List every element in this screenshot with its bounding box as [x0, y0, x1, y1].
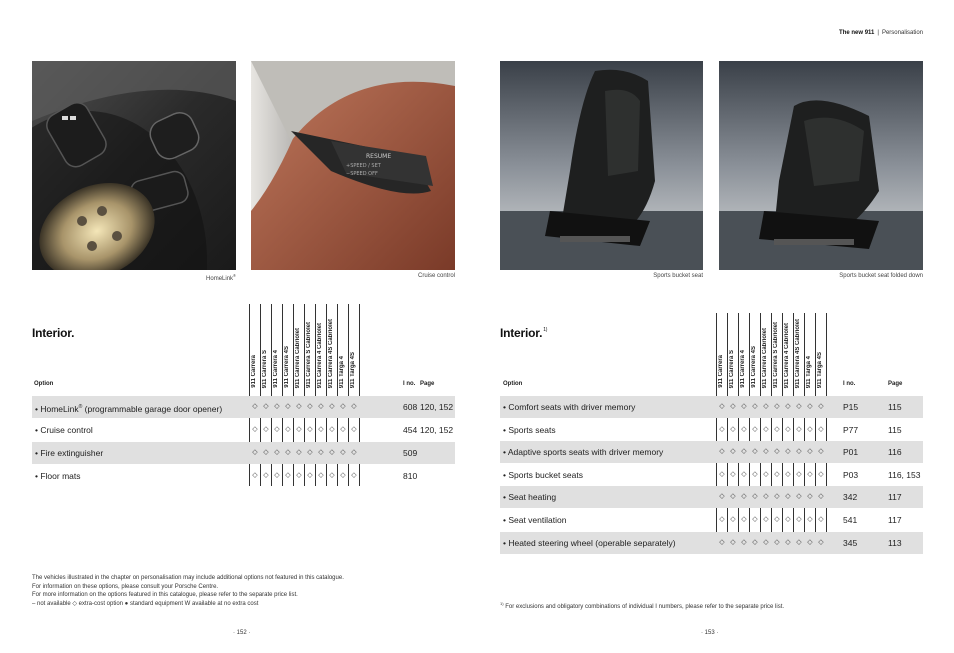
left-section-title: Interior. — [32, 326, 75, 340]
sports-bucket-seat-folded-caption: Sports bucket seat folded down — [839, 273, 923, 279]
table-row — [500, 441, 923, 463]
page-reference: 113 — [888, 537, 902, 548]
availability-mark: ◇ — [719, 538, 725, 546]
availability-mark: ◇ — [719, 403, 725, 410]
footnote-line: The vehicles illustrated in the chapter on personalisation may include additional options not featured in this catalogue. — [32, 575, 344, 581]
availability-mark: ◇ — [763, 538, 769, 546]
homelink-photo — [32, 61, 236, 270]
svg-text:RESUME: RESUME — [366, 153, 392, 160]
header-title: The new 911 — [839, 30, 875, 36]
availability-mark: ◇ — [807, 493, 813, 501]
availability-mark: ◇ — [351, 426, 357, 433]
availability-mark: ◇ — [263, 472, 269, 479]
availability-mark: ◇ — [285, 426, 291, 433]
availability-mark: ◇ — [307, 403, 313, 410]
availability-mark: ◇ — [730, 516, 736, 523]
availability-mark: ◇ — [774, 538, 780, 546]
availability-mark: ◇ — [263, 449, 269, 456]
availability-mark: ◇ — [807, 425, 813, 433]
availability-mark: ◇ — [785, 425, 791, 433]
table-row — [32, 396, 455, 418]
availability-mark: ◇ — [730, 493, 736, 501]
page-reference: 120, 152 — [420, 402, 454, 412]
left-column-label: 911 Carrera 4 — [273, 350, 279, 388]
table-row — [500, 486, 923, 508]
availability-mark: ◇ — [763, 516, 769, 523]
page-reference: 120, 152 — [420, 425, 454, 435]
right-column-label: 911 Carrera 4 Cabriolet — [784, 322, 790, 388]
availability-mark: ◇ — [730, 403, 736, 410]
availability-mark: ◇ — [763, 448, 769, 456]
left-column-label: 911 Targa 4 — [339, 355, 345, 388]
table-row — [500, 419, 923, 441]
i-number: 509 — [403, 448, 418, 458]
option-name: • Sports bucket seats — [503, 469, 583, 480]
svg-text:−SPEED OFF: −SPEED OFF — [346, 171, 378, 177]
option-name: • Floor mats — [35, 471, 81, 481]
option-name: • HomeLink® (programmable garage door opener) — [35, 403, 223, 414]
right-column-label: 911 Carrera 4 — [740, 350, 746, 388]
right-column-label: 911 Carrera 4S — [751, 346, 757, 388]
availability-mark: ◇ — [818, 516, 824, 523]
table-row — [32, 465, 455, 487]
right-page-number: · 153 · — [701, 630, 719, 636]
i-number: 541 — [843, 515, 858, 525]
right-column-label: 911 Targa 4S — [817, 351, 823, 388]
availability-mark: ◇ — [818, 425, 824, 433]
availability-mark: ◇ — [351, 403, 357, 410]
availability-mark: ◇ — [752, 538, 758, 546]
left-footnote — [32, 574, 344, 608]
table-row — [500, 464, 923, 486]
availability-mark: ◇ — [818, 448, 824, 456]
option-name: • Fire extinguisher — [35, 448, 104, 458]
availability-mark: ◇ — [329, 403, 335, 410]
availability-mark: ◇ — [329, 449, 335, 456]
left-page-number: · 152 · — [233, 630, 251, 636]
table-row — [500, 509, 923, 531]
availability-mark: ◇ — [774, 403, 780, 410]
availability-mark: ◇ — [252, 426, 258, 433]
table-row — [500, 396, 923, 418]
availability-mark: ◇ — [274, 403, 280, 410]
right-column-label: 911 Carrera — [718, 355, 724, 388]
availability-mark: ◇ — [318, 426, 324, 433]
cruise-control-photo — [251, 61, 455, 270]
availability-mark: ◇ — [296, 403, 302, 410]
availability-mark: ◇ — [785, 516, 791, 523]
availability-mark: ◇ — [340, 403, 346, 410]
availability-mark: ◇ — [719, 493, 725, 501]
option-name: • Adaptive sports seats with driver memory — [503, 447, 664, 458]
i-number: 345 — [843, 537, 858, 548]
availability-mark: ◇ — [318, 403, 324, 410]
availability-mark: ◇ — [285, 403, 291, 410]
right-column-label: 911 Carrera S — [729, 349, 735, 388]
page-reference: 115 — [888, 402, 902, 412]
header-separator: | — [877, 30, 879, 36]
availability-mark: ◇ — [719, 516, 725, 523]
availability-mark: ◇ — [274, 449, 280, 456]
i-number: P03 — [843, 469, 859, 480]
availability-mark: ◇ — [719, 470, 725, 478]
i-number: P77 — [843, 424, 859, 435]
availability-mark: ◇ — [719, 425, 725, 433]
availability-mark: ◇ — [785, 448, 791, 456]
availability-mark: ◇ — [274, 426, 280, 433]
left-column-label: 911 Carrera Cabriolet — [295, 327, 301, 388]
availability-mark: ◇ — [796, 538, 802, 546]
availability-mark: ◇ — [307, 472, 313, 479]
table-row — [500, 532, 923, 554]
page-reference: 115 — [888, 424, 902, 435]
availability-mark: ◇ — [796, 448, 802, 456]
option-name: • Seat heating — [503, 492, 557, 503]
running-header — [839, 30, 923, 36]
availability-mark: ◇ — [796, 516, 802, 523]
availability-mark: ◇ — [774, 516, 780, 523]
left-column-label: 911 Carrera S — [262, 349, 268, 388]
page-reference: 117 — [888, 492, 902, 503]
availability-mark: ◇ — [796, 493, 802, 501]
availability-mark: ◇ — [730, 425, 736, 433]
availability-mark: ◇ — [730, 470, 736, 478]
availability-mark: ◇ — [818, 538, 824, 546]
page-reference: 117 — [888, 515, 902, 525]
availability-mark: ◇ — [774, 493, 780, 501]
availability-mark: ◇ — [752, 448, 758, 456]
availability-mark: ◇ — [763, 470, 769, 478]
availability-mark: ◇ — [730, 448, 736, 456]
option-name: • Comfort seats with driver memory — [503, 402, 636, 412]
availability-mark: ◇ — [252, 472, 258, 479]
left-column-label: 911 Carrera 4S — [284, 346, 290, 388]
availability-mark: ◇ — [785, 403, 791, 410]
i-number: 810 — [403, 471, 418, 481]
availability-mark: ◇ — [252, 449, 258, 456]
availability-mark: ◇ — [318, 472, 324, 479]
availability-mark: ◇ — [785, 493, 791, 501]
left-column-label: 911 Carrera S Cabriolet — [306, 321, 312, 388]
availability-mark: ◇ — [741, 538, 747, 546]
right-page-header: Page — [888, 381, 903, 387]
availability-mark: ◇ — [752, 470, 758, 478]
table-row — [32, 419, 455, 441]
left-column-label: 911 Carrera 4 Cabriolet — [317, 322, 323, 388]
right-column-label: 911 Carrera Cabriolet — [762, 327, 768, 388]
i-number: 454 — [403, 425, 418, 435]
footnote-line: For more information on the options featured in this catalogue, please refer to the separate price list. — [32, 592, 298, 599]
right-footnote: $^{1)}$ For exclusions and obligatory combinations of individual I numbers, please refer to the separate price list. — [500, 601, 785, 610]
availability-mark: ◇ — [807, 516, 813, 523]
availability-mark: ◇ — [774, 470, 780, 478]
right-section-title: Interior.$^{1)}$ — [500, 326, 548, 340]
availability-mark: ◇ — [752, 403, 758, 410]
availability-mark: ◇ — [340, 472, 346, 479]
availability-mark: ◇ — [741, 493, 747, 501]
i-number: P01 — [843, 447, 859, 458]
page-reference: 116, 153 — [888, 469, 921, 480]
availability-mark: ◇ — [796, 425, 802, 433]
availability-mark: ◇ — [741, 470, 747, 478]
right-ino-header: I no. — [843, 381, 856, 387]
availability-mark: ◇ — [329, 426, 335, 433]
availability-mark: ◇ — [296, 449, 302, 456]
availability-mark: ◇ — [752, 516, 758, 523]
left-column-label: 911 Carrera 4S Cabriolet — [328, 318, 334, 388]
availability-mark: ◇ — [807, 470, 813, 478]
availability-mark: ◇ — [807, 448, 813, 456]
availability-mark: ◇ — [818, 403, 824, 410]
table-row — [32, 442, 455, 464]
availability-mark: ◇ — [351, 449, 357, 456]
availability-mark: ◇ — [763, 493, 769, 501]
left-page-header: Page — [420, 381, 435, 387]
availability-mark: ◇ — [752, 493, 758, 501]
left-ino-header: I no. — [403, 381, 416, 387]
i-number: 608 — [403, 402, 418, 412]
availability-mark: ◇ — [741, 403, 747, 410]
sports-bucket-seat-folded-photo — [719, 61, 923, 270]
footnote-legend: – not available ◇ extra-cost option ● standard equipment W available at no extra cost — [32, 600, 259, 607]
availability-mark: ◇ — [752, 425, 758, 433]
availability-mark: ◇ — [719, 448, 725, 456]
i-number: P15 — [843, 402, 859, 412]
left-column-label: 911 Targa 4S — [350, 351, 356, 388]
availability-mark: ◇ — [296, 426, 302, 433]
availability-mark: ◇ — [785, 538, 791, 546]
option-name: • Heated steering wheel (operable separately) — [503, 537, 676, 548]
footnote-line: For information on these options, please consult your Porsche Centre. — [32, 583, 219, 590]
availability-mark: ◇ — [263, 403, 269, 410]
availability-mark: ◇ — [285, 449, 291, 456]
availability-mark: ◇ — [796, 470, 802, 478]
availability-mark: ◇ — [285, 472, 291, 479]
availability-mark: ◇ — [307, 426, 313, 433]
i-number: 342 — [843, 492, 858, 503]
option-name: • Cruise control — [35, 425, 93, 435]
availability-mark: ◇ — [741, 516, 747, 523]
availability-mark: ◇ — [763, 425, 769, 433]
svg-text:+SPEED / SET: +SPEED / SET — [346, 163, 381, 169]
right-column-label: 911 Carrera S Cabriolet — [773, 321, 779, 388]
availability-mark: ◇ — [796, 403, 802, 410]
cruise-control-caption: Cruise control — [417, 273, 455, 279]
page-reference: 116 — [888, 447, 902, 458]
availability-mark: ◇ — [263, 426, 269, 433]
availability-mark: ◇ — [252, 403, 258, 410]
availability-mark: ◇ — [329, 472, 335, 479]
availability-mark: ◇ — [807, 403, 813, 410]
availability-mark: ◇ — [741, 425, 747, 433]
right-column-label: 911 Carrera 4S Cabriolet — [795, 318, 801, 388]
header-section: Personalisation — [881, 30, 923, 36]
availability-mark: ◇ — [774, 425, 780, 433]
homelink-caption: HomeLink® — [206, 273, 236, 282]
availability-mark: ◇ — [351, 472, 357, 479]
left-option-header: Option — [34, 381, 54, 387]
option-name: • Sports seats — [503, 424, 556, 435]
availability-mark: ◇ — [818, 493, 824, 501]
right-column-label: 911 Targa 4 — [806, 355, 812, 388]
availability-mark: ◇ — [340, 449, 346, 456]
availability-mark: ◇ — [818, 470, 824, 478]
sports-bucket-seat-caption: Sports bucket seat — [653, 273, 703, 279]
availability-mark: ◇ — [807, 538, 813, 546]
availability-mark: ◇ — [307, 449, 313, 456]
right-option-header: Option — [503, 381, 523, 387]
availability-mark: ◇ — [730, 538, 736, 546]
availability-mark: ◇ — [340, 426, 346, 433]
availability-mark: ◇ — [785, 470, 791, 478]
sports-bucket-seat-photo — [500, 61, 703, 270]
left-column-label: 911 Carrera — [251, 355, 257, 388]
availability-mark: ◇ — [741, 448, 747, 456]
availability-mark: ◇ — [774, 448, 780, 456]
availability-mark: ◇ — [296, 472, 302, 479]
availability-mark: ◇ — [274, 472, 280, 479]
availability-mark: ◇ — [318, 449, 324, 456]
availability-mark: ◇ — [763, 403, 769, 410]
option-name: • Seat ventilation — [503, 515, 567, 525]
